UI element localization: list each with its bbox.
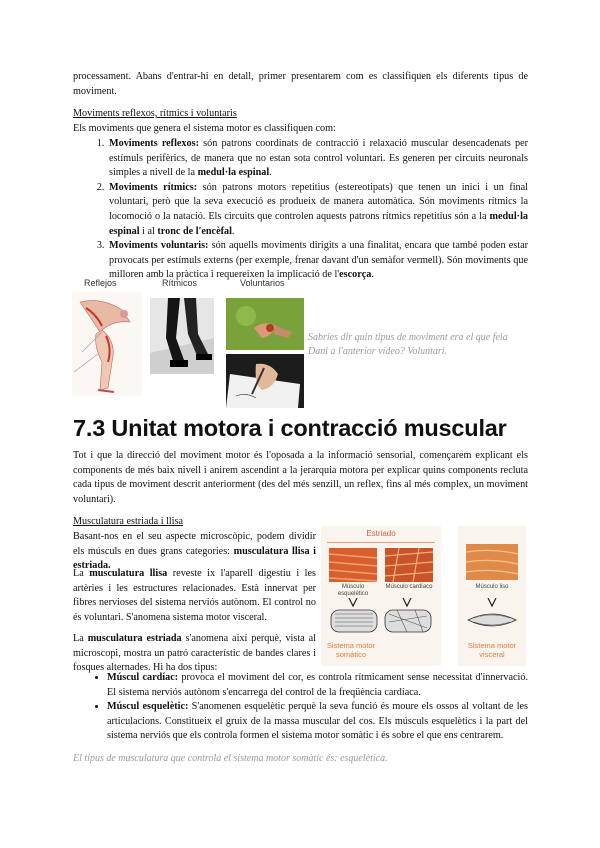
section-lead: Els moviments que genera el sistema motor es classifiquen com: xyxy=(73,123,336,134)
figure-tag-somatic: Sistema motor somático xyxy=(326,641,376,659)
item-mid: i al xyxy=(139,225,158,237)
reflex-image xyxy=(72,292,142,396)
musculature-note: El tipus de musculatura que controla el sistema motor somàtic és: esquelètica. xyxy=(73,753,388,764)
movement-list xyxy=(73,137,528,283)
term-ritmics: Moviments rítmics: xyxy=(109,181,198,193)
reflex-illustration xyxy=(72,292,142,396)
muscle-subheading: Musculatura estriada i llisa xyxy=(73,516,184,527)
label-voluntarios: Voluntarios xyxy=(240,278,285,288)
item-text: provoca el moviment del cor, es controla rítmicament sense necessitat d'innervació. El sistema nerviós autònom s'encarrega del control de la freqüència cardíaca. xyxy=(107,672,528,698)
figure-header: Estriado xyxy=(366,529,396,538)
item-bold: medul·la espinal xyxy=(197,167,270,179)
label-ritmicos: Rítmicos xyxy=(162,278,198,288)
item-bold: escorça xyxy=(339,269,372,281)
item-bold: medul·la espinal xyxy=(109,210,528,237)
smooth-muscle-figure xyxy=(458,526,526,666)
item-text: S'anomenen esquelètic perquè la seva funció és moure els ossos al voltant de les articulacions. Constitueix el gruix de la massa muscular del cos. Els músculs esquelètics i la part del sistema nerviós que els controla formen el sistema motor somàtic i és sobre el que ens centrarem. xyxy=(107,701,529,742)
paragraph-text: La xyxy=(73,633,88,644)
term-cardiac: Múscul cardíac: xyxy=(107,672,179,683)
item-tail: . xyxy=(269,167,272,179)
muscle-paragraph-2 xyxy=(73,567,316,625)
section-subheading: Moviments reflexos, rítmics i voluntaris xyxy=(73,108,237,119)
item-text: són patrons motors repetitius (estereotipats) que tenen un inici i un final voluntari, però que la seva execució es produeix de manera automàtica. Són moviments rítmics la locomoció o la natació. Els circuits que controlen aquests patrons rítmics repetitius són a la xyxy=(109,181,529,222)
video-question-note: Sabries dir quin tipus de moviment era el que feia Dani a l'anterior vídeo? Voluntari. xyxy=(308,332,508,357)
hand-illustration xyxy=(226,298,304,350)
list-item xyxy=(107,137,528,181)
section-intro: Tot i que la direcció del moviment motor és l'oposada a la informació sensorial, començarem explicant els components de més baix nivell i anirem ascendint a la jerarquia motora per explicar quins components recluta cada tipus de moviment descrit anteriorment (des del més senzill, un reflex, fins al més complex, un moviment voluntari). xyxy=(73,450,528,505)
figure-tag-visceral: Sistema motor visceral xyxy=(467,641,517,659)
paragraph-bold: musculatura llisa xyxy=(89,568,168,579)
intro-paragraph: processament. Abans d'entrar-hi en detall, primer presentarem com es classifiquen els diferents tipus de moviment. xyxy=(73,71,528,97)
figure-sub-cardiac: Músculo cardíaco xyxy=(385,584,433,590)
paragraph-text: La xyxy=(73,568,90,579)
paragraph-bold: musculatura llisa i estriada. xyxy=(73,545,316,572)
writing-illustration xyxy=(226,354,304,408)
paragraph-text: reveste ix l'aparell digestiu i les artèries i les estructures relacionades. Està innervat per fibres nervioses del sistema nerviós autònom. El control no és voluntari. S'anomena sistema motor visceral. xyxy=(73,568,316,623)
walking-illustration xyxy=(150,298,214,374)
item-tail: . xyxy=(231,225,235,237)
term-voluntaris: Moviments voluntaris: xyxy=(109,240,209,252)
voluntary-image-2 xyxy=(226,354,304,408)
term-skeletal: Múscul esquelètic: xyxy=(107,701,189,713)
paragraph-text: Basant-nos en el seu aspecte microscòpic, podem dividir els músculs en dues grans categories: xyxy=(73,531,316,557)
rhythmic-image xyxy=(150,298,214,374)
fiber-sketches xyxy=(327,598,435,638)
voluntary-image-1 xyxy=(226,298,304,350)
figure-sub-smooth: Músculo liso xyxy=(475,584,509,590)
section-title: 7.3 Unitat motora i contracció muscular xyxy=(73,415,507,441)
smooth-micrograph xyxy=(466,544,518,584)
list-item xyxy=(107,671,528,700)
figure-divider xyxy=(327,542,435,543)
paragraph-text: s'anomena així perquè, vista al microscopi, mostra un patró característic de bandes clares i fosques alternades. Hi ha dos tipus: xyxy=(73,633,316,674)
term-reflexos: Moviments reflexos: xyxy=(109,138,199,149)
striated-muscle-figure xyxy=(321,526,441,666)
list-item xyxy=(107,181,528,239)
list-item xyxy=(107,239,528,283)
smooth-fiber-sketch xyxy=(464,598,520,638)
item-text: són aquells moviments dirigits a una finalitat, encara que també poden estar provocats per estímuls externs (per exemple, frenar davant d'un semàfor vermell). Són moviments que milloren amb la pràctica i requereixen la implicació de l' xyxy=(109,240,528,281)
striated-types-list xyxy=(73,671,528,744)
muscle-paragraph-3 xyxy=(73,632,316,676)
paragraph-bold: musculatura estriada xyxy=(87,633,182,644)
item-text: són patrons coordinats de contracció i relaxació muscular desencadenats per estímuls perifèrics, de manera que no estan sota control voluntari. Es generen per circuits neuronals simples a nivell de la xyxy=(109,138,528,179)
item-tail: . xyxy=(371,269,374,281)
list-item xyxy=(107,700,528,744)
label-reflejos: Reflejos xyxy=(84,278,117,288)
item-bold: tronc de l'encèfal xyxy=(157,225,232,237)
figure-sub-skeletal: Músculo esquelético xyxy=(337,584,369,597)
